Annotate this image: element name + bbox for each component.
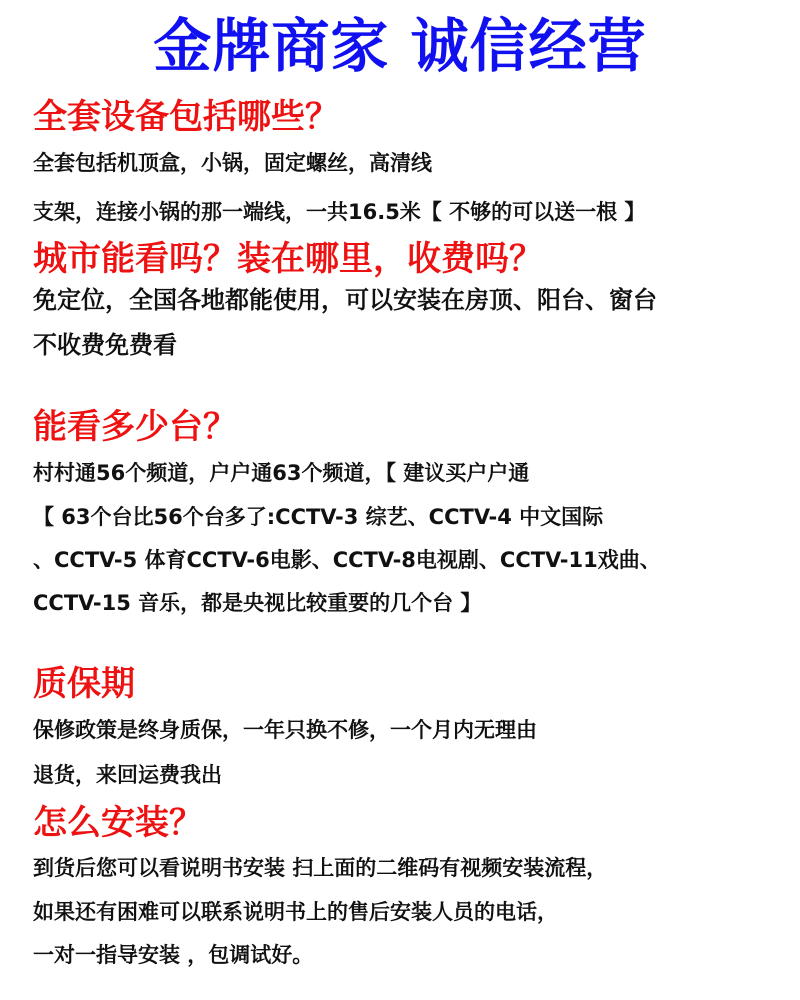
section-line: 一对一指导安装 ，包调试好。	[33, 943, 314, 967]
section-line: 支架，连接小锅的那一端线，一共16.5米【 不够的可以送一根 】	[33, 200, 646, 224]
section-heading-equipment: 全套设备包括哪些？	[33, 97, 339, 137]
section-line: 【 63个台比56个台多了:CCTV-3 综艺、CCTV-4 中文国际	[33, 505, 604, 529]
section-heading-installation: 怎么安装？	[33, 803, 203, 843]
section-heading-warranty: 质保期	[33, 664, 135, 704]
section-line: 免定位，全国各地都能使用，可以安装在房顶、阳台、窗台	[33, 286, 657, 314]
section-heading-usage: 城市能看吗？装在哪里，收费吗？	[33, 239, 543, 279]
section-line: 保修政策是终身质保，一年只换不修，一个月内无理由	[33, 718, 537, 742]
page-title: 金牌商家 诚信经营	[153, 12, 647, 80]
section-line: 到货后您可以看说明书安装 扫上面的二维码有视频安装流程，	[33, 856, 608, 880]
section-line: CCTV-15 音乐，都是央视比较重要的几个台 】	[33, 591, 482, 615]
section-line: 如果还有困难可以联系说明书上的售后安装人员的电话，	[33, 900, 558, 924]
section-line: 全套包括机顶盒，小锅，固定螺丝，高清线	[33, 151, 432, 175]
section-line: 村村通56个频道，户户通63个频道，【 建议买户户通	[33, 461, 530, 485]
section-line: 、CCTV-5 体育CCTV-6电影、CCTV-8电视剧、CCTV-11戏曲、	[33, 548, 661, 572]
section-line: 不收费免费看	[33, 331, 177, 359]
section-heading-channels: 能看多少台？	[33, 407, 237, 447]
section-line: 退货，来回运费我出	[33, 763, 222, 787]
